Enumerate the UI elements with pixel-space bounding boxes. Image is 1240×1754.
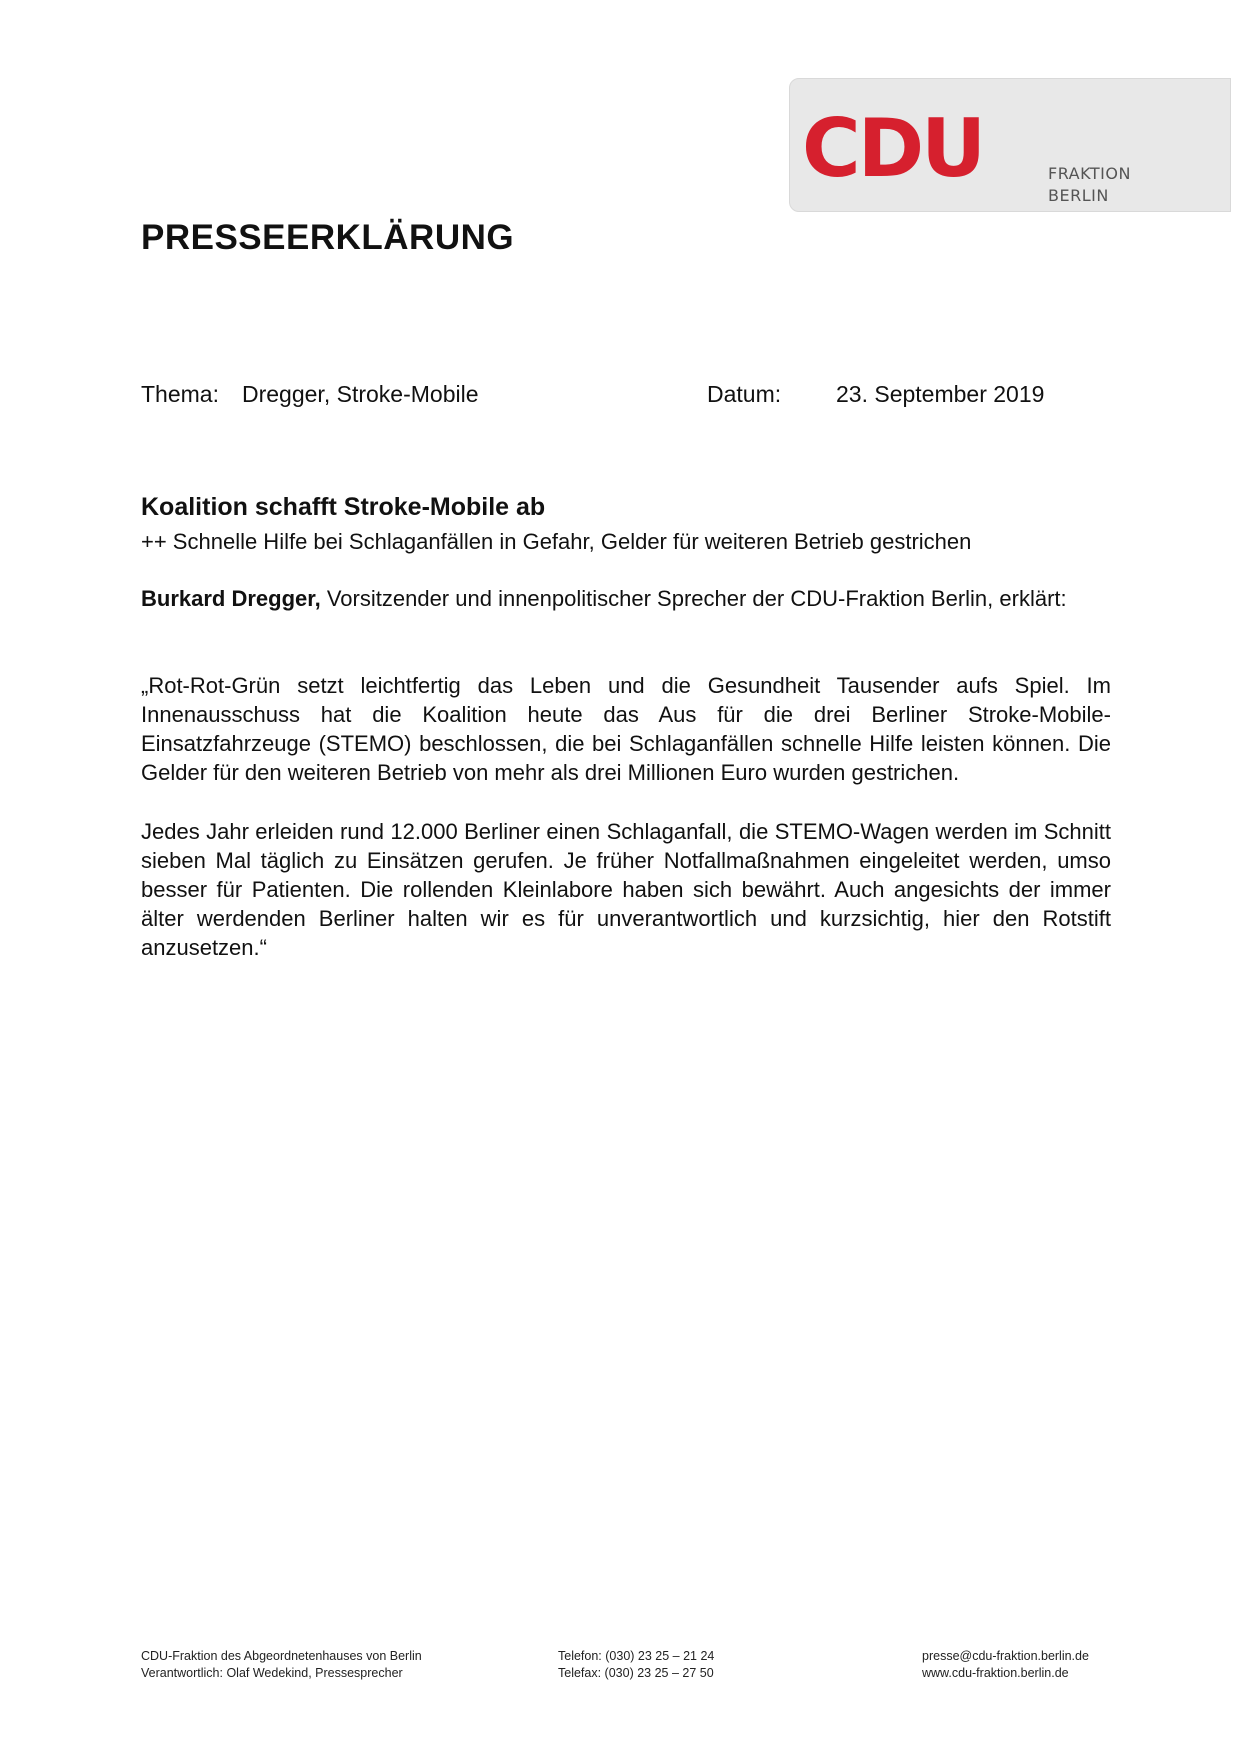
logo-line-berlin: BERLIN bbox=[1048, 186, 1109, 205]
body-paragraph-1: „Rot-Rot-Grün setzt leichtfertig das Leben und die Gesundheit Tausender aufs Spiel. Im Innenausschuss hat die Koalition heute das Aus für die drei Berliner Stroke-Mobile-Einsatzfahrzeuge (STEMO) beschlossen, die bei Schlaganfällen schnelle Hilfe leisten können. Die Gelder für den weiteren Betrieb von mehr als drei Millionen Euro wurden gestrichen. bbox=[141, 673, 1111, 785]
footer-website[interactable]: www.cdu-fraktion.berlin.de bbox=[922, 1666, 1069, 1680]
speaker-name: Burkard Dregger, bbox=[141, 586, 321, 611]
date-value: 23. September 2019 bbox=[836, 381, 1045, 407]
body-paragraph-2: Jedes Jahr erleiden rund 12.000 Berliner einen Schlaganfall, die STEMO-Wagen werden im Schnitt sieben Mal täglich zu Einsätzen gerufen. Je früher Notfallmaßnahmen eingeleitet werden, umso besser für Patienten. Die rollenden Kleinlabore haben sich bewährt. Auch angesichts der immer älter werdenden Berliner halten wir es für unverantwortlich und kurzsichtig, hier den Rotstift anzusetzen.“ bbox=[141, 819, 1111, 960]
logo-line-fraktion: FRAKTION bbox=[1048, 164, 1131, 183]
footer-email[interactable]: presse@cdu-fraktion.berlin.de bbox=[922, 1649, 1089, 1663]
footer-contact-block bbox=[558, 1648, 714, 1682]
logo-subtitle bbox=[1048, 163, 1131, 207]
press-headline: Koalition schafft Stroke-Mobile ab bbox=[141, 493, 546, 521]
speaker-intro bbox=[141, 584, 1111, 613]
footer-fax: Telefax: (030) 23 25 – 27 50 bbox=[558, 1666, 714, 1680]
footer-org-block bbox=[141, 1648, 422, 1682]
speaker-role: Vorsitzender und innenpolitischer Sprecher der CDU-Fraktion Berlin, erklärt: bbox=[320, 586, 1067, 611]
topic-label: Thema: bbox=[141, 381, 219, 407]
footer-web-block bbox=[922, 1648, 1089, 1682]
cdu-logo bbox=[789, 78, 1231, 212]
topic-value: Dregger, Stroke-Mobile bbox=[242, 381, 479, 407]
footer-responsible: Verantwortlich: Olaf Wedekind, Pressesprecher bbox=[141, 1666, 403, 1680]
press-subheadline: ++ Schnelle Hilfe bei Schlaganfällen in Gefahr, Gelder für weiteren Betrieb gestrichen bbox=[141, 529, 972, 554]
footer-phone: Telefon: (030) 23 25 – 21 24 bbox=[558, 1649, 715, 1663]
footer-org: CDU-Fraktion des Abgeordnetenhauses von Berlin bbox=[141, 1649, 422, 1663]
date-label: Datum: bbox=[707, 381, 782, 407]
logo-mark: CDU bbox=[802, 102, 984, 195]
document-title: PRESSEERKLÄRUNG bbox=[141, 218, 515, 257]
